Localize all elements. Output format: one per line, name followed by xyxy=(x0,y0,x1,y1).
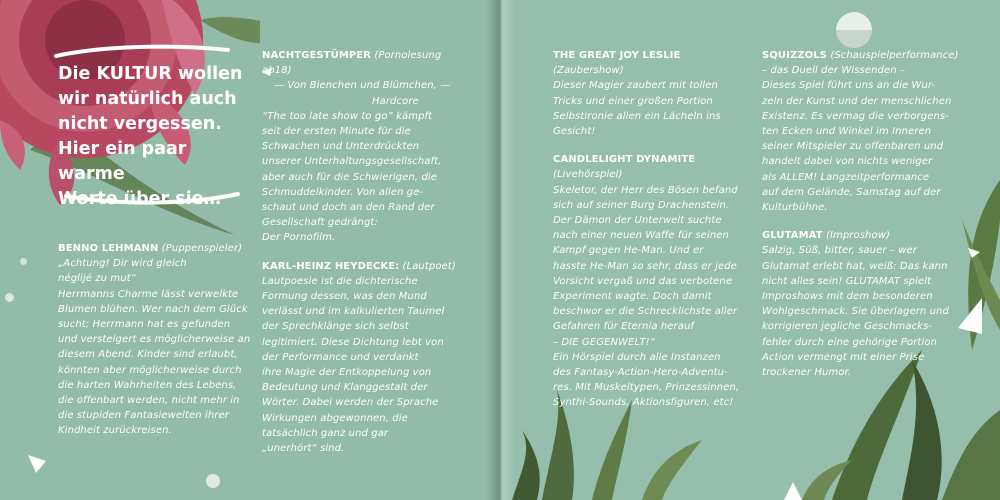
act-description-line: Glutamat erlebt hat, weiß: Das kann xyxy=(762,260,948,272)
act-description-line: auf dem Gelände, Samstag auf der xyxy=(762,186,941,198)
act-description-line: die harten Wahrheiten des Lebens, xyxy=(58,379,237,391)
act-description-line: Schwachen und Unterdrückten xyxy=(262,141,420,153)
act-description-line: könnten aber möglicherweise durch xyxy=(58,364,242,376)
act-description-line: sucht; Herrmann hat es gefunden xyxy=(58,319,231,331)
act-description-line: Herrmanns Charme lässt verwelkte xyxy=(58,288,239,300)
act-description-line: Formung dessen, was den Mund xyxy=(262,291,427,303)
act-description-line: aber auch für die Schwierigen, die xyxy=(262,171,438,183)
act-description-line: Vorsicht vergaß und das verbotene xyxy=(553,275,733,287)
act-description-line: seit der ersten Minute für die xyxy=(262,126,411,138)
act-entry-candlelight-dynamite xyxy=(553,152,753,410)
act-description-line: fehler durch eine gehörige Portion xyxy=(762,336,937,348)
act-role: (Improshow) xyxy=(825,230,890,242)
confetti-dot xyxy=(5,293,14,302)
confetti-dot xyxy=(20,258,27,265)
act-description-line: die stupiden Fantasiewelten ihrer xyxy=(58,410,229,422)
act-description-line: – das Duell der Wissenden – xyxy=(762,65,906,77)
act-description-line: Existenz. Es vermag die verborgens- xyxy=(762,110,949,122)
act-description-line: hasste He-Man so sehr, dass er jede xyxy=(553,260,737,272)
act-description-line: nicht alles sein! GLUTAMAT spielt xyxy=(762,275,932,287)
act-description-line: Schmuddelkinder. Von allen ge- xyxy=(262,186,424,198)
act-description-line: Gesicht! xyxy=(553,126,596,138)
act-description-line: legitimiert. Diese Dichtung lebt von xyxy=(262,336,444,348)
confetti-dot xyxy=(206,474,220,488)
act-description-line: — Von Bienchen und Blümchen, — xyxy=(274,80,451,92)
act-description-line: Tricks und einer großen Portion xyxy=(553,95,713,107)
act-entry-karl-heinz-heydecke xyxy=(262,259,468,457)
act-description-line: korrigieren jegliche Geschmacks- xyxy=(762,321,933,333)
act-name: KARL-HEINZ HEYDECKE: xyxy=(262,260,400,272)
act-description-line: Wohlgeschmack. Sie überlagern und xyxy=(762,306,949,318)
left-column-1 xyxy=(58,241,258,452)
act-description-line: Bedeutung und Klanggestalt der xyxy=(262,382,428,394)
act-description-line: Lautpoesie ist die dichterische xyxy=(262,275,418,287)
act-description-line: Salzig, Süß, bitter, sauer – wer xyxy=(762,245,917,257)
confetti-triangle xyxy=(784,482,802,500)
act-role: (Zaubershow) xyxy=(553,65,624,77)
act-description-line: Synthi-Sounds, Aktionsfiguren, etc! xyxy=(553,397,734,409)
act-description-line: schaut und doch an den Rand der xyxy=(262,202,435,214)
act-description-line: „unerhört“ sind. xyxy=(262,443,345,455)
confetti-circle xyxy=(834,10,874,50)
act-description-line: Kulturbühne. xyxy=(762,202,828,214)
act-entry-squizzols xyxy=(762,48,976,215)
act-entry-glutamat xyxy=(762,228,976,380)
intro-line: Hier ein paar warme xyxy=(58,139,187,184)
act-description-line: Kampf gegen He-Man. Und er xyxy=(553,245,704,257)
act-role: (Schauspielperformance) xyxy=(830,50,959,61)
act-description-line: Skeletor, der Herr des Bösen befand xyxy=(553,184,738,196)
act-entry-the-great-joy-leslie xyxy=(553,48,753,139)
act-description-line: Der Pornofilm. xyxy=(262,232,336,244)
intro-heading xyxy=(58,62,243,212)
intro-line: Worte über sie… xyxy=(58,189,222,209)
act-description-line: Blumen blühen. Wer nach dem Glück xyxy=(58,303,248,315)
act-description-line: Improshows mit dem besonderen xyxy=(762,291,933,303)
act-description-line: unserer Unterhaltungsgesellschaft, xyxy=(262,156,442,168)
act-description-line: trockener Humor. xyxy=(762,367,852,379)
act-name: NACHTGESTÜMPER xyxy=(262,50,372,61)
act-name: SQUIZZOLS xyxy=(762,50,828,61)
act-role: (Puppenspieler) xyxy=(161,243,243,254)
act-description-line: Wörter. Dabei werden der Sprache xyxy=(262,397,439,409)
act-description-line: ihre Magie der Entkoppelung von xyxy=(262,367,432,379)
act-role: (Livehörspiel) xyxy=(553,169,623,181)
act-description-line: nach einer neuen Waffe für seinen xyxy=(553,230,729,242)
intro-line: wir natürlich auch xyxy=(58,89,237,109)
act-description-line: Wirkungen abgewonnen, die xyxy=(262,412,408,424)
act-description-line: zeln der Kunst und der menschlichen xyxy=(762,95,952,107)
left-column-2 xyxy=(262,48,468,469)
act-description-line: – DIE GEGENWELT!“ xyxy=(553,336,656,348)
act-description-line: verlässt und im kalkulierten Taumel xyxy=(262,306,445,318)
act-name: BENNO LEHMANN xyxy=(58,243,159,254)
act-description-line: Der Dämon der Unterwelt suchte xyxy=(553,215,722,227)
right-column-1 xyxy=(553,48,753,424)
act-entry-nachtgestuemper xyxy=(262,48,468,246)
act-description-line: ten Ecken und Winkel im Inneren xyxy=(762,126,932,138)
act-description-line: seiner Mitspieler zu offenbaren und xyxy=(762,141,944,153)
act-description-line: der Sprechklänge sich selbst xyxy=(262,321,409,333)
act-description-line: Selbstironie allen ein Lächeln ins xyxy=(553,110,721,122)
act-description-line: res. Mit Muskeltypen, Prinzessinnen, xyxy=(553,382,740,394)
act-description-line: als ALLEM! Langzeitperformance xyxy=(762,171,930,183)
brush-stroke-top xyxy=(52,40,232,62)
act-description-line: Action vermengt mit einer Prise xyxy=(762,351,925,363)
act-description-line: Dieses Spiel führt uns an die Wur- xyxy=(762,80,936,92)
act-description-line: Ein Hörspiel durch alle Instanzen xyxy=(553,351,721,363)
act-description-line: Experiment wagte. Doch damit xyxy=(553,291,712,303)
act-description-line: „Achtung! Dir wird gleich xyxy=(58,258,187,270)
act-description-line: néglijé zu mut“ xyxy=(58,273,136,285)
act-description-line: der Performance und verdankt xyxy=(262,351,419,363)
act-role: (Pornolesung ab18) xyxy=(262,50,442,77)
act-name: CANDLELIGHT DYNAMITE xyxy=(553,154,696,166)
act-description-line: Hardcore xyxy=(372,95,419,107)
act-description-line: tatsächlich ganz und gar xyxy=(262,427,389,439)
act-name: GLUTAMAT xyxy=(762,230,823,242)
intro-line: nicht vergessen. xyxy=(58,114,222,134)
act-description-line: beschwor er die Schrecklichste aller xyxy=(553,306,738,318)
act-description-line: sich auf seiner Burg Drachenstein. xyxy=(553,199,730,211)
act-entry-benno-lehmann xyxy=(58,241,258,439)
act-description-line: und versteigert es möglicherweise an xyxy=(58,334,251,346)
act-description-line: “The too late show to go” kämpft xyxy=(262,110,433,122)
act-description-line: diesem Abend. Kinder sind erlaubt, xyxy=(58,349,238,361)
confetti-triangle xyxy=(28,455,48,475)
act-description-line: Dieser Magier zaubert mit tollen xyxy=(553,80,718,92)
act-description-line: Gesellschaft gedrängt: xyxy=(262,217,378,229)
right-column-2 xyxy=(762,48,976,393)
intro-line: Die KULTUR wollen xyxy=(58,64,243,84)
act-role: (Lautpoet) xyxy=(402,260,456,272)
act-description-line: des Fantasy-Action-Hero-Adventu- xyxy=(553,367,728,379)
act-description-line: Gefahren für Eternia herauf xyxy=(553,321,695,333)
right-page xyxy=(502,0,1000,500)
act-description-line: Kindheit zurückreisen. xyxy=(58,425,172,437)
book-gutter xyxy=(486,0,516,500)
act-name: THE GREAT JOY LESLIE xyxy=(553,50,681,61)
act-description-line: handelt dabei von nichts weniger xyxy=(762,156,933,168)
left-page xyxy=(0,0,498,500)
act-description-line: die offenbart werden, nicht mehr in xyxy=(58,395,240,407)
